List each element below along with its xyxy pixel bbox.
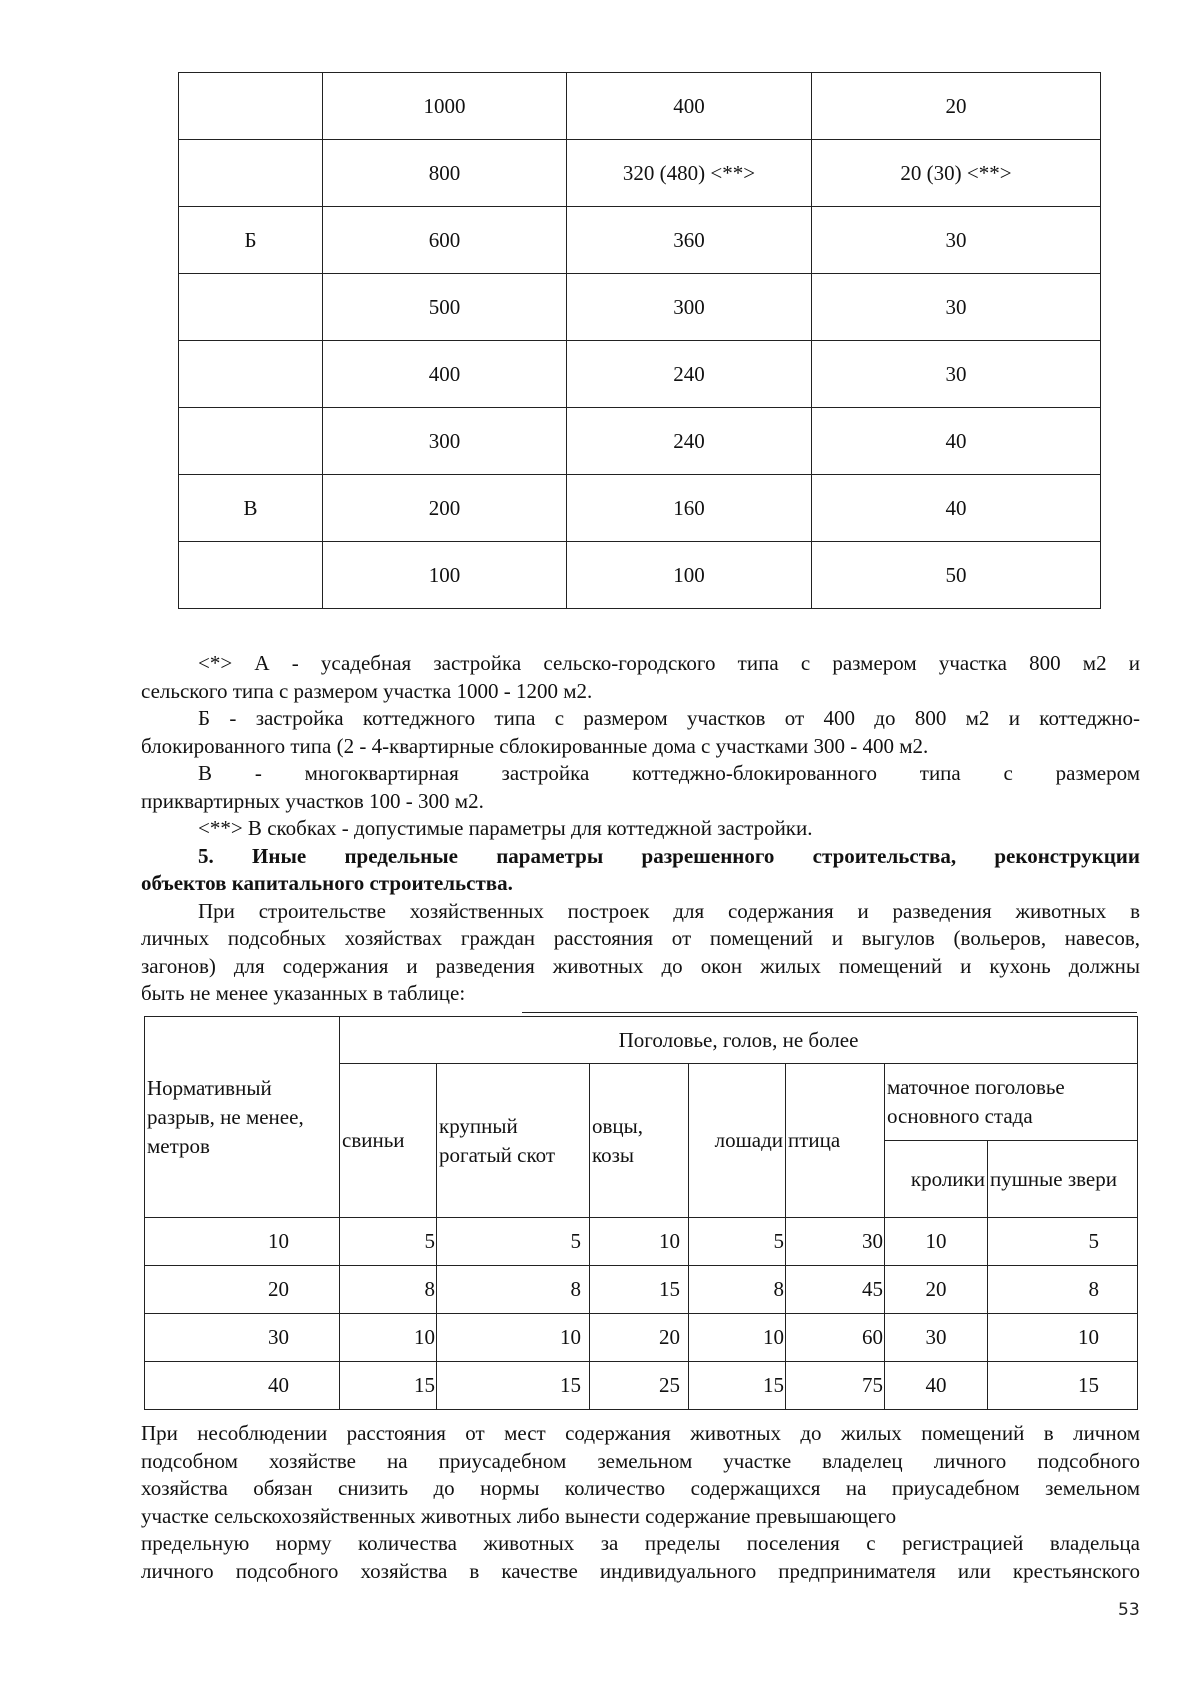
- plot-parameters-cell: 300: [323, 408, 567, 475]
- plot-parameters-table: [178, 72, 1101, 609]
- livestock-cell: 15: [689, 1362, 786, 1410]
- header-horses: лошади: [689, 1064, 786, 1218]
- plot-parameters-cell: 240: [567, 408, 812, 475]
- livestock-cell: 75: [786, 1362, 885, 1410]
- closing-line2: подсобном хозяйстве на приусадебном земельном участке владелец личного подсобного: [141, 1448, 1140, 1473]
- closing-line1: При несоблюдении расстояния от мест содержания животных до жилых помещений в личном: [141, 1421, 1140, 1445]
- livestock-cell: 10: [885, 1218, 988, 1266]
- table-notes: [141, 650, 1140, 1008]
- livestock-cell: 30: [145, 1314, 340, 1362]
- livestock-cell: 10: [145, 1218, 340, 1266]
- plot-parameters-row: [179, 207, 1101, 274]
- plot-parameters-cell: [179, 140, 323, 207]
- plot-parameters-cell: 360: [567, 207, 812, 274]
- plot-parameters-cell: 200: [323, 475, 567, 542]
- closing-line4: участке сельскохозяйственных животных либо вынести содержание превышающего: [141, 1503, 897, 1528]
- livestock-cell: 20: [590, 1314, 689, 1362]
- plot-parameters-cell: 30: [812, 341, 1101, 408]
- plot-parameters-cell: [179, 73, 323, 140]
- plot-parameters-row: [179, 542, 1101, 609]
- plot-parameters-cell: [179, 408, 323, 475]
- section-heading-line2: объектов капитального строительства.: [141, 871, 513, 895]
- closing-paragraph: [141, 1420, 1140, 1585]
- note-a-line1: <*> А - усадебная застройка сельско-городского типа с размером участка 800 м2 и: [198, 651, 1140, 675]
- plot-parameters-cell: Б: [179, 207, 323, 274]
- plot-parameters-row: [179, 73, 1101, 140]
- livestock-cell: 30: [885, 1314, 988, 1362]
- plot-parameters-cell: [179, 341, 323, 408]
- livestock-cell: 10: [590, 1218, 689, 1266]
- plot-parameters-cell: 20: [812, 73, 1101, 140]
- livestock-cell: 15: [988, 1362, 1138, 1410]
- note-b-line1: Б - застройка коттеджного типа с размером участков от 400 до 800 м2 и коттеджно-: [198, 706, 1140, 730]
- plot-parameters-row: [179, 140, 1101, 207]
- table-caption-rule: [522, 1012, 1137, 1013]
- livestock-cell: 10: [437, 1314, 590, 1362]
- plot-parameters-cell: 500: [323, 274, 567, 341]
- header-breeding-stock: маточное поголовье основного стада: [885, 1064, 1138, 1141]
- livestock-table-body: [145, 1017, 1138, 1410]
- livestock-cell: 20: [885, 1266, 988, 1314]
- livestock-cell: 10: [689, 1314, 786, 1362]
- intro-line4: быть не менее указанных в таблице:: [141, 981, 466, 1005]
- livestock-cell: 8: [689, 1266, 786, 1314]
- livestock-cell: 8: [437, 1266, 590, 1314]
- plot-parameters-cell: 240: [567, 341, 812, 408]
- plot-parameters-cell: [179, 274, 323, 341]
- livestock-cell: 5: [689, 1218, 786, 1266]
- plot-parameters-cell: 800: [323, 140, 567, 207]
- header-livestock-group: Поголовье, голов, не более: [340, 1017, 1138, 1064]
- note-v-line2: приквартирных участков 100 - 300 м2.: [141, 788, 484, 813]
- header-rabbits: кролики: [885, 1141, 988, 1218]
- livestock-cell: 5: [437, 1218, 590, 1266]
- closing-line3: хозяйства обязан снизить до нормы количество содержащихся на приусадебном земельном: [141, 1476, 1140, 1500]
- intro-line2: личных подсобных хозяйствах граждан расстояния от помещений и выгулов (вольеров, навесов,: [141, 926, 1140, 950]
- note-a-line2: сельского типа с размером участка 1000 - 1200 м2.: [141, 678, 593, 703]
- header-sheep-goats: овцы, козы: [590, 1064, 689, 1218]
- livestock-cell: 60: [786, 1314, 885, 1362]
- livestock-cell: 20: [145, 1266, 340, 1314]
- livestock-cell: 10: [988, 1314, 1138, 1362]
- livestock-cell: 45: [786, 1266, 885, 1314]
- header-fur-animals: пушные звери: [988, 1141, 1138, 1218]
- note-brackets: <**> В скобках - допустимые параметры для коттеджной застройки.: [198, 816, 813, 840]
- closing-line5: предельную норму количества животных за пределы поселения с регистрацией владельца: [141, 1531, 1140, 1555]
- plot-parameters-cell: В: [179, 475, 323, 542]
- livestock-cell: 10: [340, 1314, 437, 1362]
- plot-parameters-cell: 30: [812, 207, 1101, 274]
- plot-parameters-cell: 300: [567, 274, 812, 341]
- livestock-cell: 8: [988, 1266, 1138, 1314]
- livestock-cell: 15: [590, 1266, 689, 1314]
- livestock-row: [145, 1218, 1138, 1266]
- livestock-cell: 30: [786, 1218, 885, 1266]
- livestock-row: [145, 1314, 1138, 1362]
- plot-parameters-table-body: [179, 73, 1101, 609]
- header-poultry: птица: [786, 1064, 885, 1218]
- plot-parameters-cell: 1000: [323, 73, 567, 140]
- livestock-cell: 15: [340, 1362, 437, 1410]
- intro-line1: При строительстве хозяйственных построек для содержания и разведения животных в: [198, 898, 1140, 923]
- livestock-cell: 25: [590, 1362, 689, 1410]
- intro-line3: загонов) для содержания и разведения животных до окон жилых помещений и кухонь должны: [141, 953, 1140, 978]
- plot-parameters-row: [179, 475, 1101, 542]
- plot-parameters-cell: 600: [323, 207, 567, 274]
- plot-parameters-cell: 320 (480) <**>: [567, 140, 812, 207]
- plot-parameters-cell: 20 (30) <**>: [812, 140, 1101, 207]
- header-cattle: крупный рогатый скот: [437, 1064, 590, 1218]
- plot-parameters-cell: 40: [812, 475, 1101, 542]
- note-b-line2: блокированного типа (2 - 4-квартирные сблокированные дома с участками 300 - 400 м2.: [141, 733, 929, 758]
- livestock-cell: 5: [340, 1218, 437, 1266]
- livestock-row: [145, 1266, 1138, 1314]
- livestock-distance-table: [144, 1016, 1138, 1410]
- page-number: 53: [1118, 1600, 1140, 1620]
- plot-parameters-cell: 100: [323, 542, 567, 609]
- livestock-cell: 5: [988, 1218, 1138, 1266]
- livestock-cell: 40: [885, 1362, 988, 1410]
- header-distance: Нормативный разрыв, не менее, метров: [145, 1017, 340, 1218]
- plot-parameters-cell: 160: [567, 475, 812, 542]
- plot-parameters-cell: 40: [812, 408, 1101, 475]
- plot-parameters-cell: 50: [812, 542, 1101, 609]
- livestock-row: [145, 1362, 1138, 1410]
- livestock-cell: 15: [437, 1362, 590, 1410]
- section-heading-line1: 5. Иные предельные параметры разрешенного строительства, реконструкции: [198, 843, 1140, 868]
- note-v-line1: В - многоквартирная застройка коттеджно-блокированного типа с размером: [198, 761, 1140, 785]
- plot-parameters-row: [179, 274, 1101, 341]
- plot-parameters-cell: 400: [323, 341, 567, 408]
- livestock-cell: 8: [340, 1266, 437, 1314]
- livestock-cell: 40: [145, 1362, 340, 1410]
- header-pigs: свиньи: [340, 1064, 437, 1218]
- plot-parameters-cell: 30: [812, 274, 1101, 341]
- plot-parameters-cell: [179, 542, 323, 609]
- closing-line6: личного подсобного хозяйства в качестве индивидуального предпринимателя или крестьянского: [141, 1558, 1140, 1583]
- plot-parameters-row: [179, 341, 1101, 408]
- plot-parameters-cell: 100: [567, 542, 812, 609]
- plot-parameters-cell: 400: [567, 73, 812, 140]
- plot-parameters-row: [179, 408, 1101, 475]
